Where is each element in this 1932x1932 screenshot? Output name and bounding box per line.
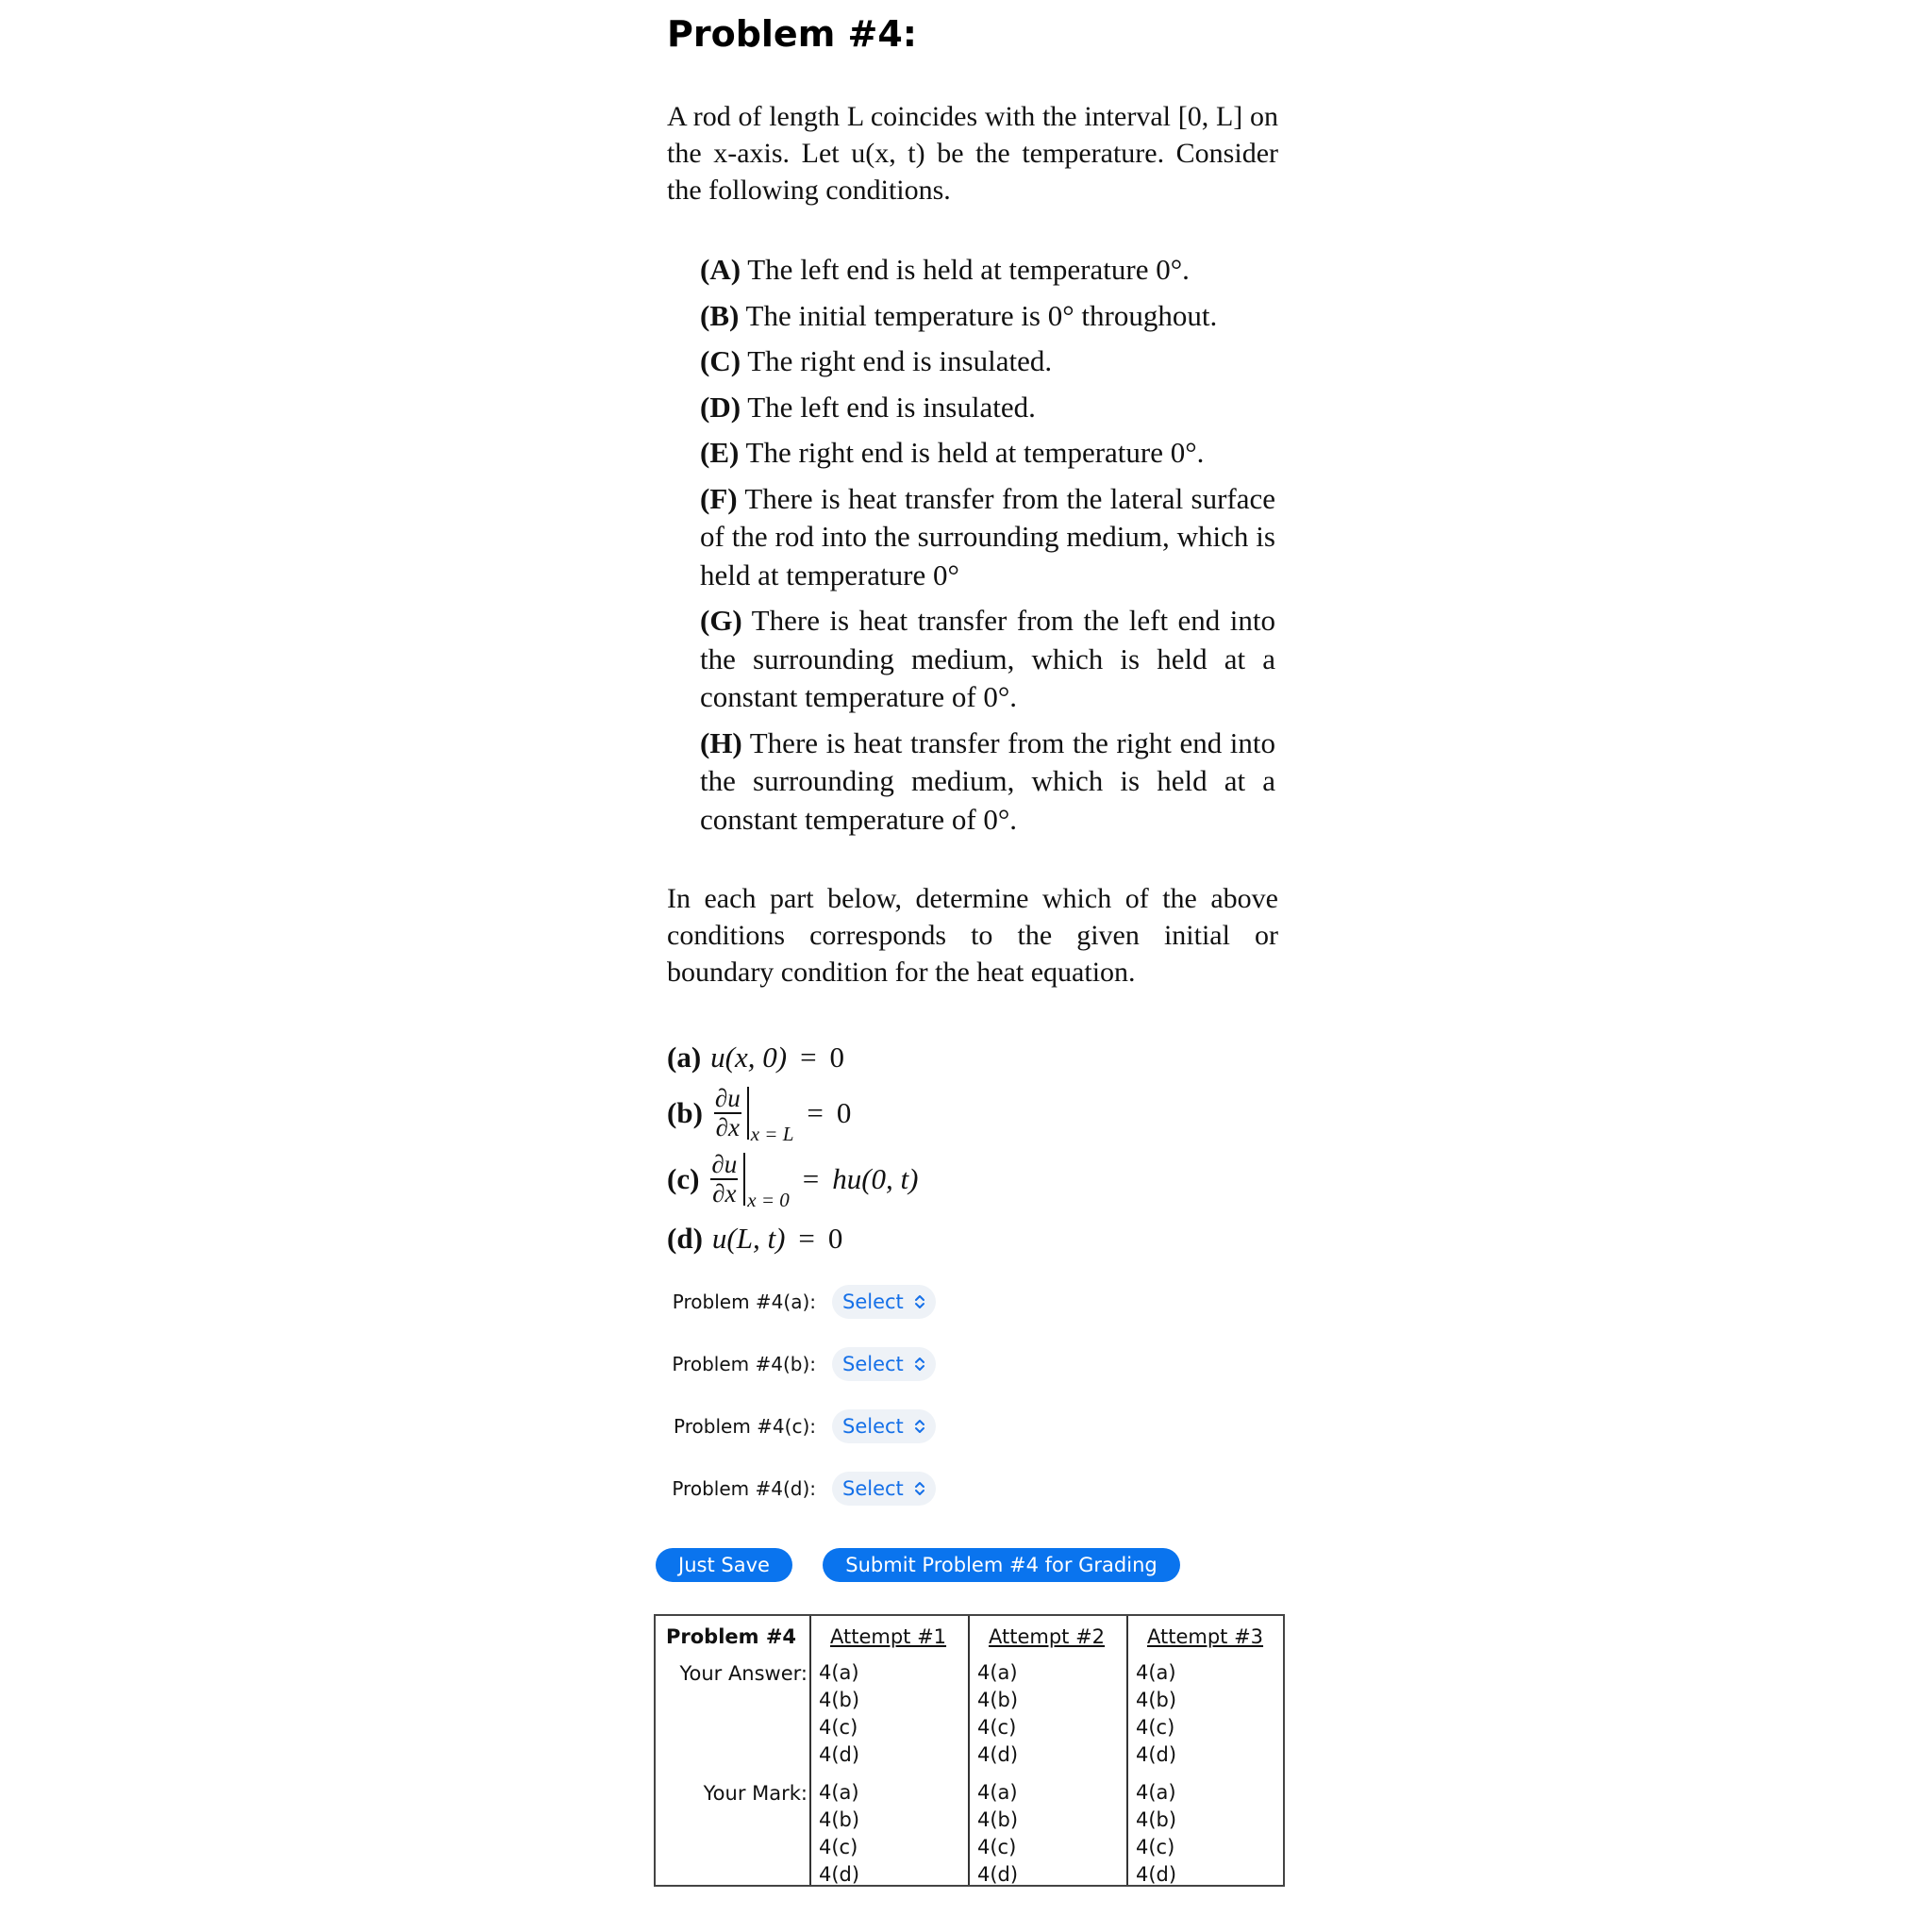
part-label: (d) [667,1222,703,1255]
condition-item [700,389,1275,427]
answer-row-c [656,1409,936,1443]
mark-cell [977,1779,1018,1889]
answer-cell [1136,1659,1176,1769]
eval-subscript: x = 0 [747,1189,790,1211]
mark-value: 4(c) [977,1836,1017,1858]
select-value: Select [842,1477,904,1500]
select-value: Select [842,1353,904,1375]
answer-value: 4(c) [1136,1716,1175,1739]
condition-item [700,434,1275,473]
evaluation-bar [743,1153,745,1206]
chevron-up-down-icon [913,1418,926,1435]
submit-grading-button[interactable]: Submit Problem #4 for Grading [823,1548,1180,1582]
eq-lhs: u(L, t) [711,1222,786,1255]
mark-value: 4(a) [1136,1781,1176,1804]
condition-text: The right end is held at temperature 0°. [745,436,1205,469]
answer-value: 4(c) [977,1716,1017,1739]
attempt-3-link[interactable]: Attempt #3 [1147,1625,1264,1648]
condition-text: The left end is insulated. [747,390,1036,424]
condition-label: (D) [700,390,741,424]
mark-value: 4(c) [1136,1836,1175,1858]
mark-value: 4(c) [819,1836,858,1858]
eq-rhs: 0 [836,1096,852,1129]
instructions: In each part below, determine which of the above conditions corresponds to the given initial or boundary condition for the heat equation. [667,883,1278,988]
answer-label: Problem #4(a): [672,1291,816,1313]
condition-label: (A) [700,253,741,286]
equation-d [667,1222,842,1256]
part-label: (b) [667,1096,703,1129]
eq-sign: = [800,1041,817,1074]
column-divider [1126,1616,1128,1885]
mark-value: 4(d) [1136,1863,1177,1886]
eq-lhs: u(x, 0) [710,1041,788,1074]
answer-row-b [656,1347,936,1381]
frac-denominator: ∂x [712,1179,737,1208]
condition-label: (C) [700,344,741,377]
condition-text: The left end is held at temperature 0°. [747,253,1190,286]
eq-sign: = [802,1162,820,1195]
answer-row-a [656,1285,936,1319]
partial-derivative [714,1086,741,1141]
frac-denominator: ∂x [715,1113,740,1141]
answer-label: Problem #4(b): [672,1353,816,1375]
mark-value: 4(a) [819,1781,859,1804]
condition-text: There is heat transfer from the left end into the surrounding medium, which is held at a constant temperature of 0°. [700,604,1275,713]
condition-label: (G) [700,604,742,637]
mark-value: 4(d) [819,1863,860,1886]
attempt-1-link[interactable]: Attempt #1 [830,1625,947,1648]
chevron-up-down-icon [913,1356,926,1373]
chevron-up-down-icon [913,1293,926,1310]
answer-value: 4(b) [1136,1689,1177,1711]
column-divider [809,1616,811,1885]
mark-value: 4(a) [977,1781,1018,1804]
condition-item [700,724,1275,840]
mark-value: 4(b) [1136,1808,1177,1831]
attempts-table [654,1614,1285,1887]
answer-value: 4(d) [819,1743,860,1766]
condition-item [700,251,1275,290]
your-answer-label: Your Answer: [679,1662,808,1685]
answer-value: 4(d) [977,1743,1019,1766]
condition-item [700,297,1275,336]
attempt-2-link[interactable]: Attempt #2 [989,1625,1106,1648]
condition-label: (B) [700,298,740,332]
answer-label: Problem #4(c): [674,1415,816,1438]
mark-value: 4(b) [819,1808,860,1831]
problem-intro: A rod of length L coincides with the interval [0, L] on the x-axis. Let u(x, t) be the temperature. Consider the following conditions. [667,101,1278,206]
equation-b [667,1084,852,1145]
answer-value: 4(a) [977,1661,1018,1684]
condition-label: (F) [700,481,738,515]
answer-cell [977,1659,1018,1769]
evaluation-bar [747,1087,749,1140]
select-value: Select [842,1415,904,1438]
answer-value: 4(a) [819,1661,859,1684]
frac-numerator: ∂u [714,1084,741,1112]
answer-label: Problem #4(d): [672,1477,816,1500]
eq-rhs: 0 [827,1222,843,1255]
answer-value: 4(d) [1136,1743,1177,1766]
part-label: (a) [667,1041,702,1074]
eq-rhs: 0 [829,1041,845,1074]
answer-select-a[interactable] [832,1285,936,1319]
eq-sign: = [798,1222,815,1255]
column-divider [968,1616,970,1885]
answer-value: 4(b) [977,1689,1019,1711]
condition-item [700,480,1275,595]
answer-cell [819,1659,859,1769]
eq-sign: = [807,1096,824,1129]
chevron-up-down-icon [913,1480,926,1497]
answer-select-b[interactable] [832,1347,936,1381]
condition-item [700,342,1275,381]
answer-value: 4(b) [819,1689,860,1711]
select-value: Select [842,1291,904,1313]
mark-value: 4(b) [977,1808,1019,1831]
condition-text: There is heat transfer from the lateral surface of the rod into the surrounding medium, which is held at temperature 0° [700,481,1275,591]
mark-cell [1136,1779,1176,1889]
your-mark-label: Your Mark: [703,1782,808,1805]
answer-row-d [656,1472,936,1506]
equation-c [667,1150,919,1211]
table-header-problem: Problem #4 [666,1625,797,1648]
answer-value: 4(a) [1136,1661,1176,1684]
condition-label: (E) [700,436,740,469]
eval-subscript: x = L [750,1123,794,1145]
answer-select-d[interactable] [832,1472,936,1506]
condition-label: (H) [700,725,742,759]
just-save-button[interactable]: Just Save [656,1548,792,1582]
answer-select-c[interactable] [832,1409,936,1443]
frac-numerator: ∂u [711,1150,738,1178]
part-label: (c) [667,1162,700,1195]
condition-text: The initial temperature is 0° throughout. [745,298,1218,332]
condition-text: There is heat transfer from the right end into the surrounding medium, which is held at a constant temperature of 0°. [700,725,1275,836]
eq-rhs: hu(0, t) [832,1162,919,1195]
conditions-list [700,251,1275,846]
answer-value: 4(c) [819,1716,858,1739]
partial-derivative [710,1152,738,1207]
mark-value: 4(d) [977,1863,1019,1886]
condition-item [700,602,1275,717]
equation-a [667,1041,844,1074]
page-title: Problem #4: [667,13,917,55]
mark-cell [819,1779,859,1889]
condition-text: The right end is insulated. [747,344,1053,377]
